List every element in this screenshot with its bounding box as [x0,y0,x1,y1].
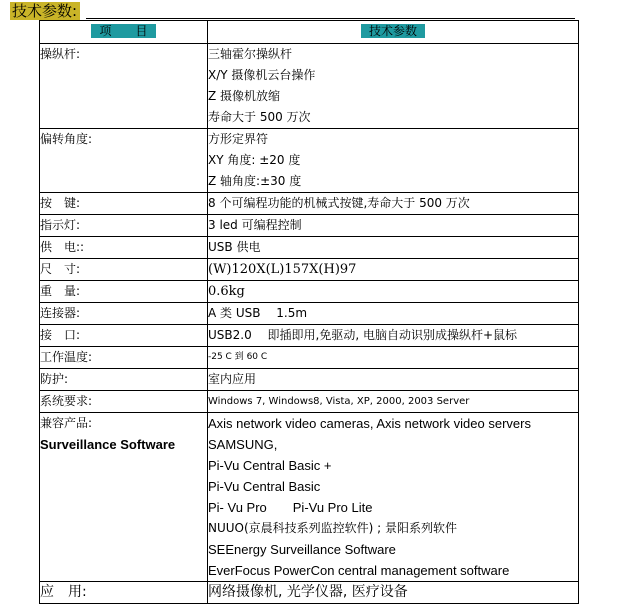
row-sublabel: Surveillance Software [40,437,176,452]
row-value-line: XY 角度: ±20 度 [208,153,301,167]
table-row-temperature [40,347,579,369]
row-value-line: 方形定界符 [208,132,269,146]
row-label: 偏转角度: [40,132,93,146]
row-label: 指示灯: [40,218,81,232]
row-value: USB 供电 [208,240,261,254]
row-value: A 类 USB 1.5m [208,306,308,320]
row-label: 系统要求: [40,394,93,408]
row-value-line: SAMSUNG, [208,437,278,452]
table-row-joystick [40,44,579,129]
table-row-interface [40,325,579,347]
header-item-label: 项 目 [91,24,155,38]
header-spec-cell [208,21,579,44]
row-value-line: 寿命大于 500 万次 [208,110,311,124]
row-label: 接 口: [40,328,81,342]
row-value: Windows 7, Windows8, Vista, XP, 2000, 2003 Server [208,396,470,407]
table-row-compat [40,413,579,582]
row-value: 3 led 可编程控制 [208,218,302,232]
row-label: 重 量: [40,284,81,298]
row-value-line: Z 轴角度:±30 度 [208,174,302,188]
row-value: 0.6kg [208,284,245,299]
row-value: 室内应用 [208,372,257,386]
row-value-line: SEEnergy Surveillance Software [208,542,396,557]
row-value-line: 三轴霍尔操纵杆 [208,47,293,61]
row-value-line: EverFocus PowerCon central management software [208,563,510,578]
row-label: 兼容产品: [40,416,93,430]
row-value: USB2.0 即插即用,免驱动, 电脑自动识别成操纵杆+鼠标 [208,328,518,342]
title-divider [86,18,575,19]
row-label: 尺 寸: [40,262,81,276]
header-spec-label: 技术参数 [361,24,425,38]
row-label: 操纵杆: [40,47,81,61]
table-row-protection [40,369,579,391]
row-label: 按 键: [40,196,81,210]
header-item-cell [40,21,208,44]
row-value: (W)120X(L)157X(H)97 [208,262,357,277]
row-value: -25 C 到 60 C [208,352,268,362]
row-value-line: X/Y 摄像机云台操作 [208,68,316,82]
table-row-application [40,582,579,604]
row-value-line: Z 摄像机放缩 [208,89,281,103]
row-value-line: Axis network video cameras, Axis network video servers [208,416,531,431]
row-value-line: Pi-Vu Central Basic [208,479,321,494]
row-value-line: Pi-Vu Central Basic + [208,458,332,473]
row-label: 防护: [40,372,69,386]
table-row-weight [40,281,579,303]
table-row-keys [40,193,579,215]
table-header-row [40,21,579,44]
row-label: 应 用: [40,584,87,600]
row-value-line: NUUO(京晨科技系列监控软件) ; 景阳系列软件 [208,521,458,535]
table-row-system [40,391,579,413]
row-label: 供 电:: [40,240,85,254]
table-row-connector [40,303,579,325]
table-row-deflection [40,129,579,193]
row-label: 工作温度: [40,350,93,364]
row-label: 连接器: [40,306,81,320]
row-value-line: Pi- Vu Pro Pi-Vu Pro Lite [208,500,373,515]
row-value: 网络摄像机, 光学仪器, 医疗设备 [208,584,408,600]
table-row-power [40,237,579,259]
table-row-indicator [40,215,579,237]
spec-table [39,20,579,604]
section-title: 技术参数: [10,2,80,20]
row-value: 8 个可编程功能的机械式按键,寿命大于 500 万次 [208,196,470,210]
table-row-size [40,259,579,281]
